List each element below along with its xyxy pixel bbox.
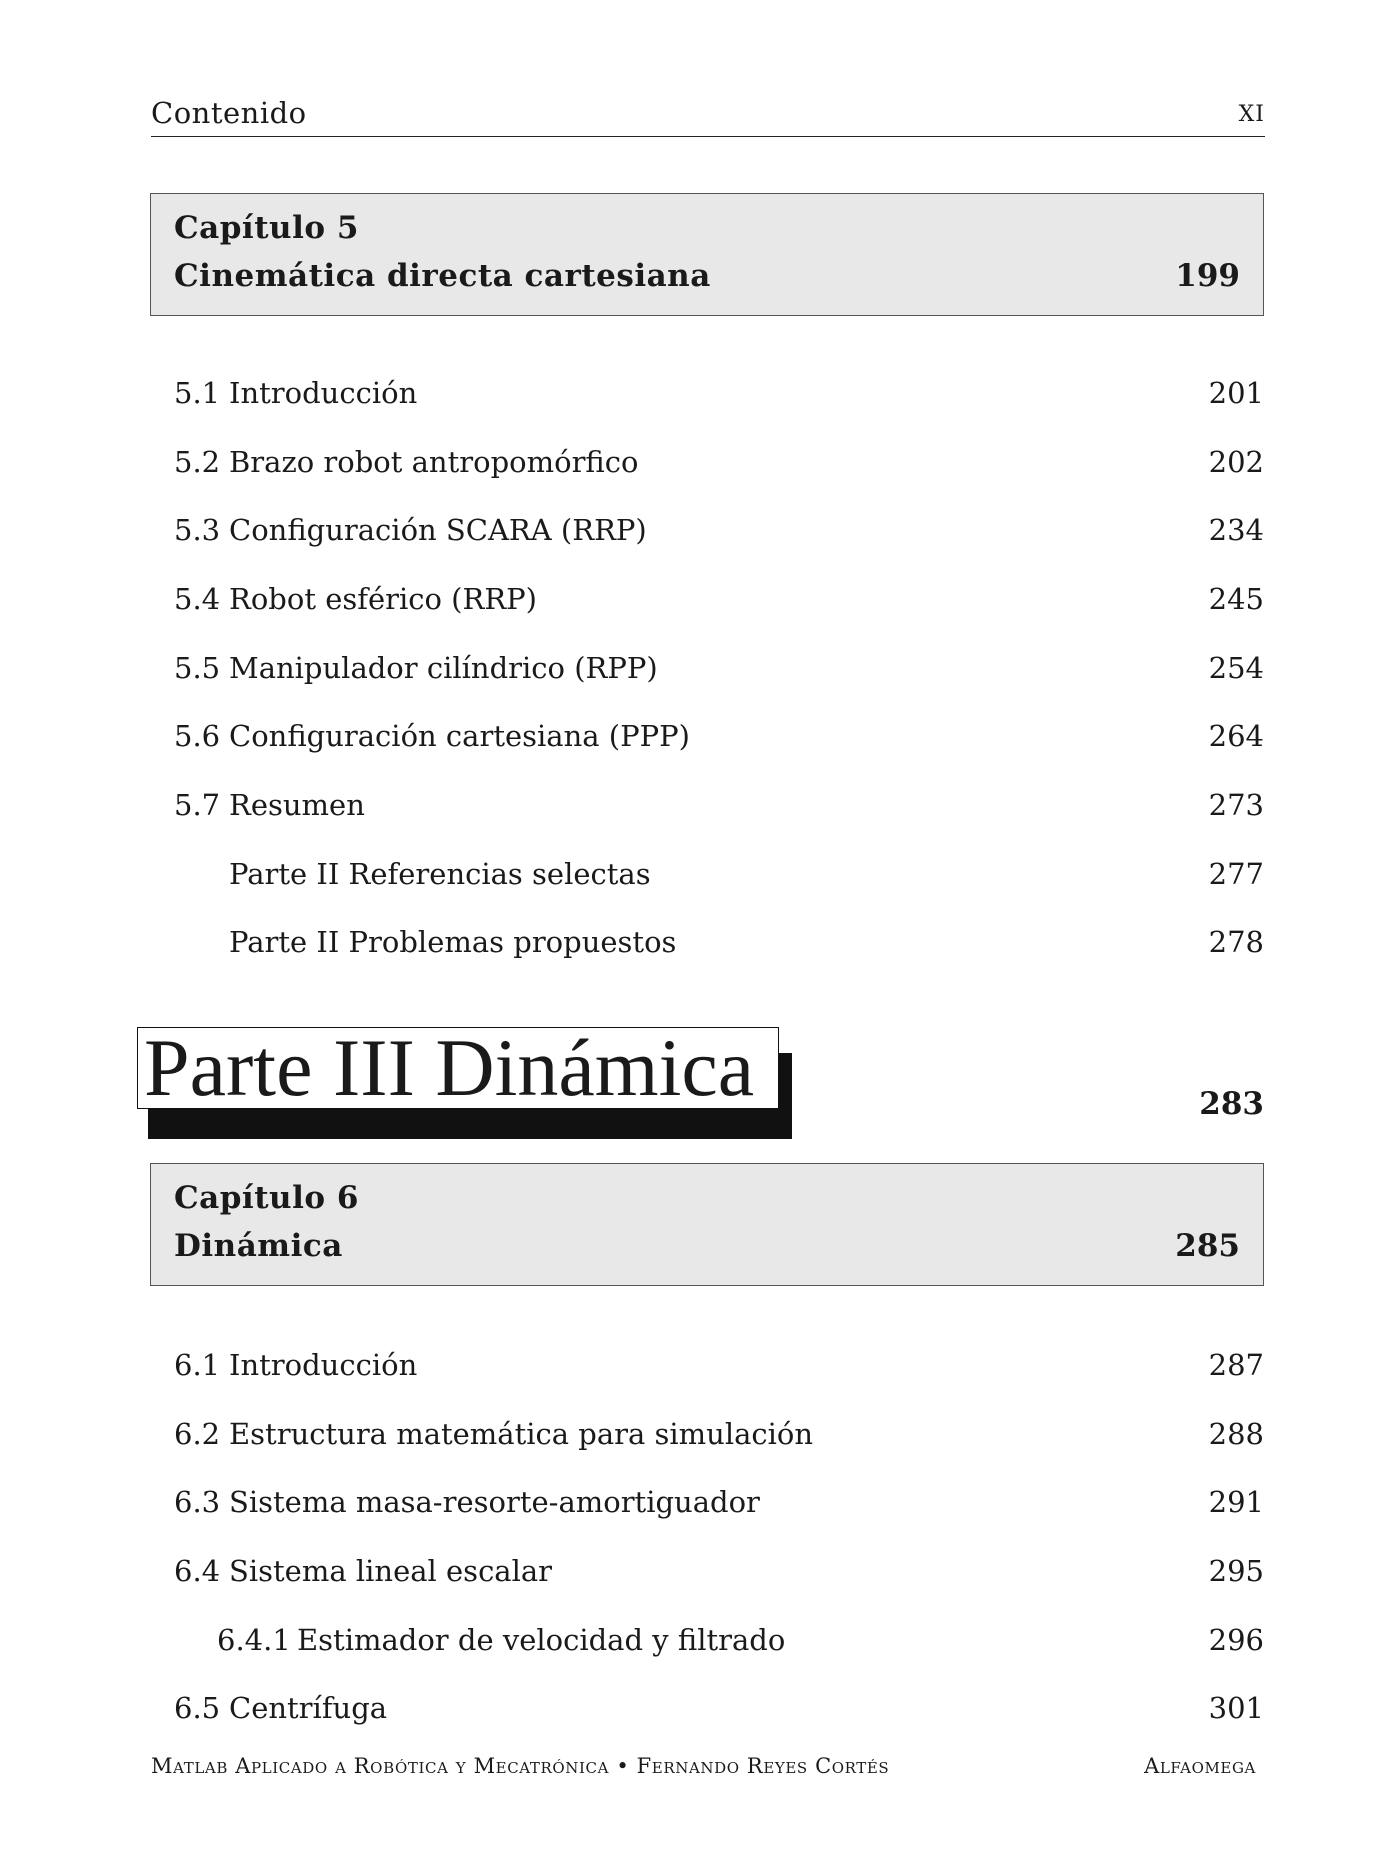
toc-entry-5-6[interactable] [174,719,1264,759]
section-number: 6.4 [174,1554,221,1588]
section-title: Resumen [229,788,365,822]
section-number: 5.2 [174,445,221,479]
toc-entry-5-4[interactable] [174,582,1264,622]
running-footer [151,1754,1256,1784]
toc-entry-6-4-1[interactable] [174,1623,1264,1663]
section-number: 5.5 [174,651,221,685]
section-number: 5.3 [174,513,221,547]
chapter-title: Cinemática directa cartesiana [174,258,711,294]
section-page: 287 [1208,1348,1264,1382]
section-page: 277 [1208,857,1264,891]
section-title: Configuración cartesiana (PPP) [229,719,690,753]
chapter-label: Capítulo 6 [174,1180,359,1216]
toc-entry-5-2[interactable] [174,445,1264,485]
toc-entry-6-2[interactable] [174,1417,1264,1457]
chapter-title: Dinámica [174,1228,343,1264]
running-header [151,96,1265,137]
toc-entry-6-1[interactable] [174,1348,1264,1388]
section-number: 5.1 [174,376,221,410]
section-page: 296 [1208,1623,1264,1657]
section-title: Introducción [229,376,418,410]
toc-entry-6-3[interactable] [174,1485,1264,1525]
chapter-6-box [150,1163,1264,1286]
section-number: 6.5 [174,1691,221,1725]
section-page: 291 [1208,1485,1264,1519]
section-title: Estimador de velocidad y filtrado [297,1623,786,1657]
section-title: Sistema masa-resorte-amortiguador [229,1485,760,1519]
section-number: 6.4.1 [217,1623,291,1657]
part-page: 283 [1199,1086,1264,1122]
section-number: 5.4 [174,582,221,616]
section-page: 254 [1208,651,1264,685]
section-number: 6.2 [174,1417,221,1451]
section-page: 245 [1208,582,1264,616]
part-heading [137,1022,781,1113]
part-title: Parte III Dinámica [144,1022,755,1113]
chapter-page: 285 [1175,1228,1240,1264]
section-page: 273 [1208,788,1264,822]
part-heading-box [137,1022,779,1113]
section-title: Parte II Problemas propuestos [229,925,677,959]
section-title: Centrífuga [229,1691,388,1725]
section-title: Parte II Referencias selectas [229,857,651,891]
section-number: 6.1 [174,1348,221,1382]
section-page: 202 [1208,445,1264,479]
header-page-number: XI [1238,102,1265,127]
chapter-label: Capítulo 5 [174,210,359,246]
chapter-page: 199 [1175,258,1240,294]
footer-book-title: Matlab Aplicado a Robótica y Mecatrónica • Fernando Reyes Cortés [151,1754,890,1778]
footer-publisher: Alfaomega [1144,1754,1256,1778]
section-title: Introducción [229,1348,418,1382]
section-number: 5.6 [174,719,221,753]
chapter-5-box [150,193,1264,316]
section-page: 201 [1208,376,1264,410]
toc-entry-problemas[interactable] [174,925,1264,965]
section-page: 288 [1208,1417,1264,1451]
section-title: Sistema lineal escalar [229,1554,553,1588]
section-number: 6.3 [174,1485,221,1519]
section-title: Configuración SCARA (RRP) [229,513,647,547]
section-page: 234 [1208,513,1264,547]
toc-entry-6-4[interactable] [174,1554,1264,1594]
toc-entry-5-5[interactable] [174,651,1264,691]
section-page: 264 [1208,719,1264,753]
toc-entry-referencias[interactable] [174,857,1264,897]
section-title: Brazo robot antropomórfico [229,445,639,479]
toc-entry-5-1[interactable] [174,376,1264,416]
section-page: 301 [1208,1691,1264,1725]
toc-entry-5-3[interactable] [174,513,1264,553]
section-number: 5.7 [174,788,221,822]
toc-entry-5-7[interactable] [174,788,1264,828]
section-title: Robot esférico (RRP) [229,582,537,616]
section-title: Estructura matemática para simulación [229,1417,814,1451]
section-page: 295 [1208,1554,1264,1588]
section-title: Manipulador cilíndrico (RPP) [229,651,658,685]
section-page: 278 [1208,925,1264,959]
header-title: Contenido [151,96,307,130]
toc-entry-6-5[interactable] [174,1691,1264,1731]
